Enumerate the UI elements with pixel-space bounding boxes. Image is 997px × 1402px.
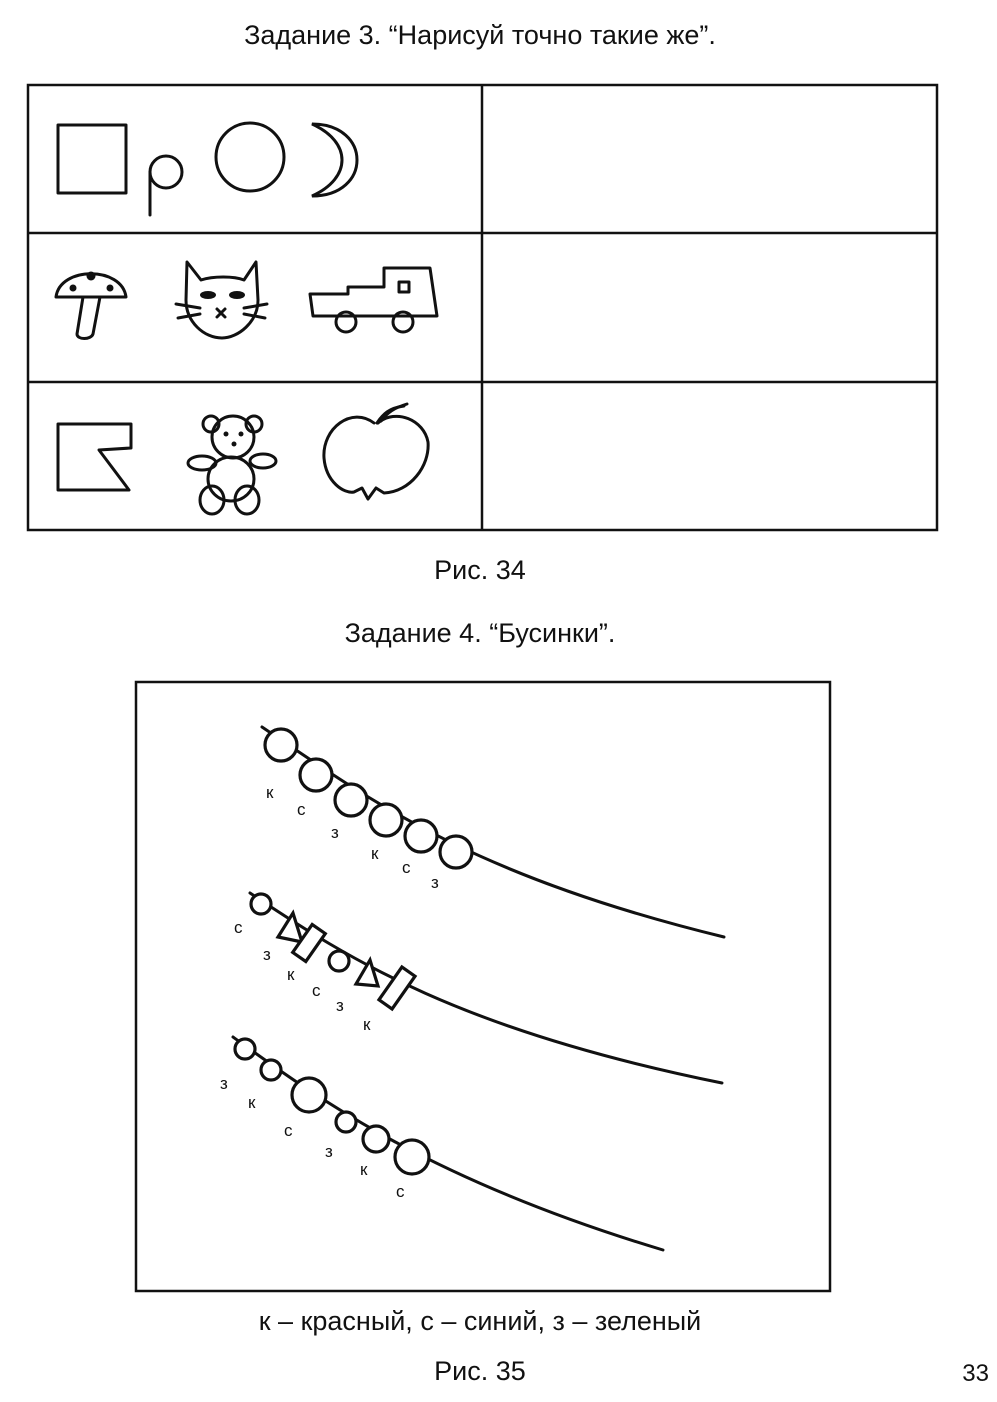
letter-rho-icon [150, 156, 182, 215]
bead-circle [292, 1078, 326, 1112]
bead-label: з [336, 996, 344, 1015]
bead-label: з [431, 873, 439, 892]
task3-title: Задание 3. “Нарисуй точно такие же”. [244, 20, 716, 50]
bead-label: к [360, 1160, 368, 1179]
bead-label: з [263, 945, 271, 964]
bead-label: с [234, 918, 243, 937]
figure-34-caption: Рис. 34 [434, 555, 526, 585]
bead-circle [300, 759, 332, 791]
copy-figures-table [28, 85, 937, 530]
bead-triangle [356, 960, 378, 986]
bead-circle [335, 784, 367, 816]
square-icon [58, 125, 126, 193]
bead-circle [405, 820, 437, 852]
bead-string-3 [220, 1037, 663, 1250]
bead-label: с [402, 858, 411, 877]
bead-circle [261, 1060, 281, 1080]
bead-label: з [325, 1142, 333, 1161]
truck-icon [310, 268, 437, 332]
bead-circle [440, 836, 472, 868]
color-legend: к – красный, с – синий, з – зеленый [258, 1306, 702, 1336]
mushroom-icon [56, 272, 126, 339]
bead-triangle [278, 913, 302, 942]
bead-circle [251, 894, 271, 914]
circle-icon [216, 123, 284, 191]
bead-label: с [297, 800, 306, 819]
bead-circle [235, 1039, 255, 1059]
empty-drawing-cell-2[interactable] [484, 235, 935, 380]
zigzag-shape-icon [58, 424, 131, 490]
page-number: 33 [962, 1360, 989, 1387]
bead-label: с [312, 981, 321, 1000]
bead-circle [329, 951, 349, 971]
bead-label: з [220, 1074, 228, 1093]
bead-circle [395, 1140, 429, 1174]
cat-face-icon [176, 262, 267, 338]
bead-label: с [396, 1182, 405, 1201]
bead-label: к [371, 844, 379, 863]
figure-35-caption: Рис. 35 [434, 1356, 526, 1386]
crescent-moon-icon [312, 124, 357, 196]
apple-icon [324, 404, 428, 499]
bead-string-1 [262, 727, 724, 937]
task4-title: Задание 4. “Бусинки”. [344, 618, 616, 648]
bead-circle [336, 1112, 356, 1132]
bead-label: к [287, 965, 295, 984]
bead-label: з [331, 823, 339, 842]
empty-drawing-cell-3[interactable] [484, 384, 935, 528]
bead-label: к [248, 1093, 256, 1112]
bead-label: к [266, 783, 274, 802]
bead-label: с [284, 1121, 293, 1140]
empty-drawing-cell-1[interactable] [484, 87, 935, 231]
teddy-bear-icon [188, 416, 276, 514]
beads-frame [136, 682, 830, 1291]
bead-circle [363, 1126, 389, 1152]
bead-circle [265, 729, 297, 761]
bead-label: к [363, 1015, 371, 1034]
bead-circle [370, 804, 402, 836]
bead-string-2 [234, 893, 722, 1083]
